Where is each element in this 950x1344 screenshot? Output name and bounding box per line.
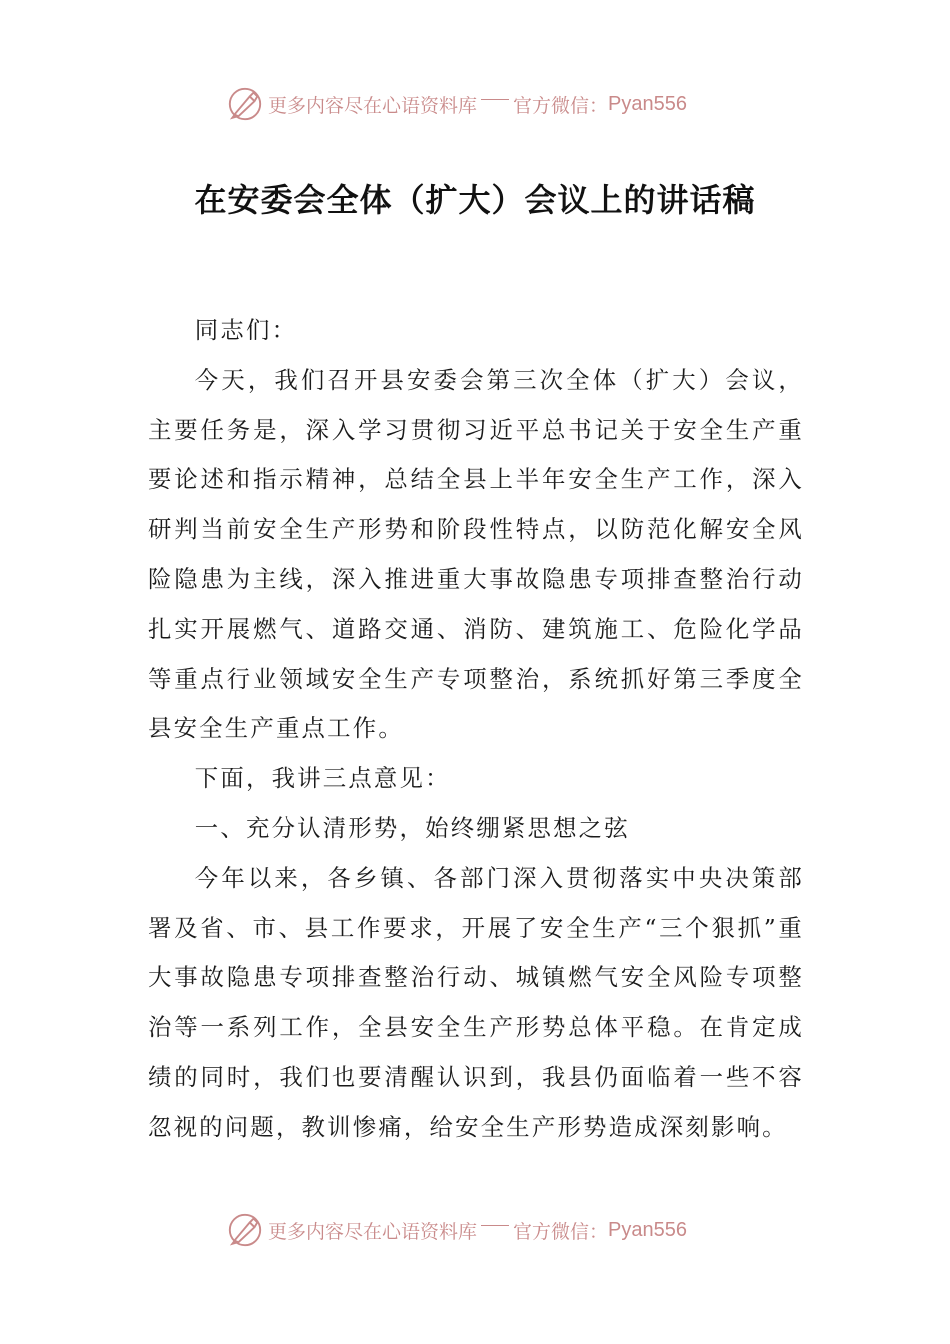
section-heading-1: 一、充分认清形势，始终绷紧思想之弦 [194,813,630,842]
banner-wechat-label: 官方微信： [513,1220,609,1243]
pen-nib-logo-icon [226,1211,264,1249]
banner-text: 更多内容尽在心语资料库 [268,94,478,117]
paragraph-intro: 今天，我们召开县安委会第三次全体（扩大）会议，主要任务是，深入学习贯彻习近平总书记关于安全生产重要论述和指示精神，总结全县上半年安全生产工作，深入研判当前安全生产形势和阶段性特点，以防范化解安全风险隐患为主线，深入推进重大事故隐患专项排查整治行动扎实开展燃气、道路交通、消防、建筑施工、危险化学品等重点行业领域安全生产专项整治，系统抓好第三季度全县安全生产重点工作。 [148,365,804,743]
paragraph-outline: 下面，我讲三点意见： [194,764,451,793]
document-title: 在安委会全体（扩大）会议上的讲话稿 [194,181,756,219]
banner-wechat-label: 官方微信： [513,94,609,117]
banner-text: 更多内容尽在心语资料库 [268,1220,478,1243]
pen-nib-logo-icon [226,85,264,123]
footer-banner [226,1210,687,1250]
paragraph-salutation: 同志们： [194,316,298,344]
banner-wechat-id: Pyan556 [608,92,687,115]
paragraph-section-1: 今年以来，各乡镇、各部门深入贯彻落实中央决策部署及省、市、县工作要求，开展了安全生产“三个狠抓”重大事故隐患专项排查整治行动、城镇燃气安全风险专项整治等一系列工作，全县安全生产形势总体平稳。在肯定成绩的同时，我们也要清醒认识到，我县仍面临着一些不容忽视的问题，教训惨痛，给安全生产形势造成深刻影响。 [148,863,804,1141]
banner-dash [481,1225,509,1226]
banner-dash [481,99,509,100]
document-body [148,306,804,1153]
header-banner [226,84,687,124]
banner-wechat-id: Pyan556 [608,1218,687,1241]
